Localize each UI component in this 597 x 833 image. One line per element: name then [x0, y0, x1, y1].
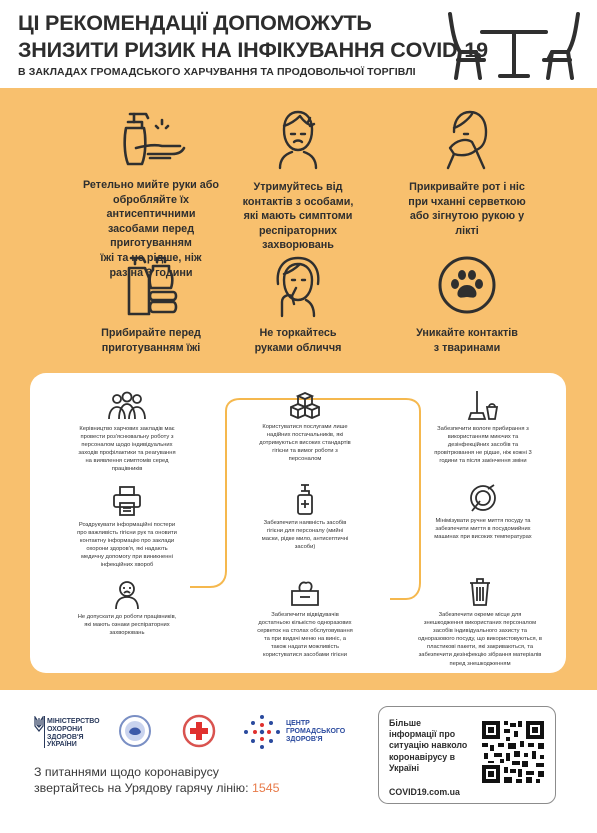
info-url-link[interactable]: COVID19.com.ua [389, 787, 460, 797]
tip-line: Ретельно мийте руки або [82, 179, 220, 191]
hotline-line1: З питаннями щодо коронавірусу [34, 765, 219, 779]
step-line: машинах при високих температурах [434, 534, 532, 541]
tip-line: засобами перед приготуванням [107, 222, 195, 250]
step-line: засобів індивідуального захисту та [433, 628, 527, 635]
step-line: про важливість гігієни рук та оновити [77, 530, 177, 537]
header [0, 0, 597, 88]
step-line: Роздрукувати інформаційні постери [78, 522, 176, 528]
napkins-icon [290, 579, 320, 607]
step-line: також надати можливість [270, 644, 340, 651]
tip-line: лікті [455, 224, 479, 237]
step-line: Не допускати до роботи працівників, [77, 614, 177, 620]
step-line: серветок на столах обслуговування [257, 628, 353, 635]
step-line: працівників [111, 466, 143, 473]
cover-mouth-icon [442, 108, 492, 170]
info-line: коронавірусу в [389, 751, 456, 762]
step-dishwashing [408, 483, 558, 541]
info-line: інформації про [389, 729, 456, 740]
tip-line: Прибирайте перед [101, 327, 201, 339]
step-line: одноразового посуду, що використовуються, в [418, 636, 542, 643]
step-line: заходів профілактики та реагування [78, 450, 176, 457]
step-line: забезпечити миття в посудомийних [435, 526, 531, 533]
step-line: інфекційних хвороб [100, 562, 154, 569]
tip-line: респіраторних [258, 224, 338, 237]
step-line: маски, рідке мило, антисептичні [261, 536, 349, 543]
tip-line: обробляйте їх антисептичними [106, 193, 196, 221]
logo-divider [44, 716, 45, 748]
step-line: Користуватися послугами лише [262, 424, 348, 430]
ministry-logo-text [47, 718, 100, 749]
tip-line: Прикривайте рот і ніс [409, 181, 525, 193]
step-line: на виявлення симптомів серед [85, 458, 169, 465]
step-waste-disposal [394, 577, 566, 668]
tip-cover-mouth [386, 108, 548, 238]
public-health-center-logo-text [286, 720, 345, 744]
steps-card [30, 373, 566, 673]
step-wet-cleaning [408, 389, 558, 465]
step-line: використанням миючих та [447, 434, 519, 441]
step-line: персоналом щодо індивідуальних [81, 442, 173, 449]
logo-line: ЗДОРОВ'Я [286, 736, 323, 743]
boxes-icon [290, 391, 320, 419]
hotline-line2 [34, 780, 280, 796]
emblem-logo-icon [118, 714, 152, 748]
logo-line: ОХОРОНИ [47, 725, 83, 733]
step-line: охорони здоров'я, які надають [86, 546, 168, 553]
step-line: надійних постачальників, які [266, 432, 344, 439]
step-line: провести роз'яснювальну роботу з [80, 434, 174, 441]
step-line: контактну інформацію про заклади [79, 538, 175, 545]
step-staff-training [52, 391, 202, 474]
step-line: засоби) [294, 544, 316, 551]
step-line: Забезпечити наявність засобів [263, 520, 347, 526]
step-line: пластикові пакети, які закриваються, та [426, 644, 534, 651]
hand-wash-icon [114, 108, 188, 172]
logo-line: ЦЕНТР [286, 720, 310, 727]
info-line: Україні [389, 762, 420, 773]
tip-line: приготуванням їжі [101, 341, 201, 354]
step-line: перед знешкодженням [449, 660, 511, 667]
info-box [378, 706, 556, 804]
sick-worker-icon [114, 579, 140, 609]
cleaning-supplies-icon [123, 254, 179, 318]
touch-face-icon [272, 254, 324, 318]
info-line: Більше [389, 718, 421, 728]
step-line: Забезпечити окреме місце для [438, 612, 522, 618]
sanitizer-icon [295, 483, 315, 515]
tip-line: Не торкайтесь [259, 327, 337, 339]
cleaning-mop-icon [467, 389, 499, 421]
trash-bin-icon [468, 577, 492, 607]
logo-line: УКРАЇНИ [47, 741, 77, 749]
step-line: Забезпечити відвідувачів [271, 612, 339, 618]
step-line: гігієни для персоналу (мийні [266, 528, 344, 535]
tip-line: які мають симптоми [243, 210, 353, 223]
step-line: знешкодження використаних персоналом [423, 620, 537, 627]
tip-line: або зігнутою рукою у [409, 210, 525, 223]
qr-code-icon[interactable] [482, 721, 544, 783]
step-line: гігієни та вимог роботи з [272, 448, 338, 455]
sick-person-icon [274, 108, 322, 170]
paw-icon [436, 254, 498, 316]
trident-icon [34, 716, 44, 732]
tip-line: їжі та не рідше, ніж [100, 251, 202, 264]
tip-line: руками обличчя [254, 341, 342, 354]
step-line: Мінімізувати ручне миття посуду та [435, 518, 531, 524]
info-line: ситуацію навколо [389, 740, 468, 751]
staff-group-icon [107, 391, 147, 421]
tip-avoid-animals [386, 254, 548, 355]
page-title-line1: ЦІ РЕКОМЕНДАЦІЇ ДОПОМОЖУТЬ [18, 11, 372, 35]
hotline-number[interactable]: 1545 [251, 781, 280, 795]
logo-line: МІНІСТЕРСТВО [47, 718, 100, 725]
step-line: Забезпечити вологе прибирання з [437, 426, 529, 432]
dishwasher-icon [468, 483, 498, 513]
tip-clean [70, 254, 232, 355]
tip-line: раз на 3 години [109, 266, 193, 279]
tip-line: Утримуйтесь від [253, 181, 343, 193]
red-cross-logo-icon [182, 714, 216, 748]
logo-line: ГРОМАДСЬКОГО [286, 728, 346, 735]
step-line: дезінфекційних засобів та [447, 442, 519, 449]
step-line: достатньою кількістю одноразових [258, 620, 352, 627]
step-hygiene-supplies [240, 483, 370, 551]
tip-line: Уникайте контактів [416, 327, 518, 339]
logo-line: ЗДОРОВ'Я [47, 733, 84, 741]
step-line: користуватися засобами гігієни [263, 652, 347, 659]
tip-line: контактів з особами, [242, 195, 354, 208]
page-subtitle: В ЗАКЛАДАХ ГРОМАДСЬКОГО ХАРЧУВАННЯ ТА ПРОДОВОЛЬЧОЇ ТОРГІВЛІ [18, 66, 416, 78]
info-text [389, 718, 481, 774]
table-chairs-icon [446, 8, 582, 82]
step-line: дотримуються високих стандартів [259, 440, 351, 447]
step-line: Керівництво харчових закладів має [79, 426, 175, 432]
step-line: години та після закінчення зміни [439, 458, 527, 465]
step-line: які мають ознаки респіраторних [84, 622, 170, 629]
public-health-center-logo-icon [243, 714, 281, 750]
tip-line: з тваринами [433, 341, 501, 354]
step-posters [52, 485, 202, 570]
page-title-line2: ЗНИЗИТИ РИЗИК НА ІНФІКУВАННЯ COVID-19 [18, 38, 488, 62]
tip-avoid-sick [228, 108, 368, 253]
step-line: медичну допомогу при виникненні [81, 554, 173, 561]
step-line: персоналом [288, 456, 322, 463]
hotline-info [34, 764, 280, 796]
step-suppliers [240, 391, 370, 463]
step-napkins [236, 579, 374, 660]
hotline-text: звертайтесь на Урядову гарячу лінію: [34, 781, 249, 795]
step-line: забезпечити дезінфекцію зібрання матеріалів [418, 652, 542, 659]
step-no-sick-staff [52, 579, 202, 637]
tip-line: при чханні серветкою [408, 195, 526, 208]
step-line: захворювань [109, 630, 145, 637]
step-line: та при видачі меню на виніс, а [264, 636, 346, 643]
tip-no-touch-face [228, 254, 368, 355]
tip-line: захворювань [262, 239, 334, 252]
printer-icon [112, 485, 142, 517]
step-line: провітрювання не рідше, ніж кожні 3 [434, 450, 532, 457]
